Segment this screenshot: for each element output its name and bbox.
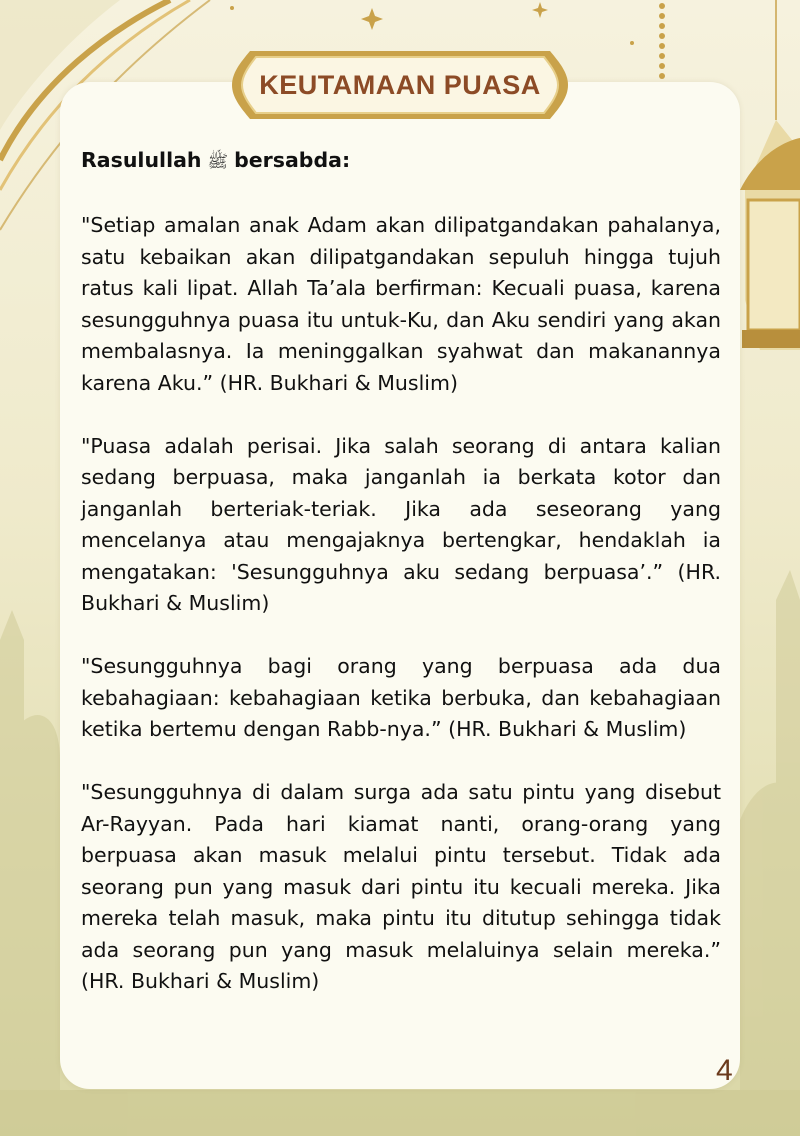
hadith-heading xyxy=(81,145,721,179)
hadith-paragraph: "Setiap amalan anak Adam akan dilipatgandakan pahalanya, satu kebaikan akan dilipatgandakan sepuluh hingga tujuh ratus kali lipat. Allah Ta’ala berfirman: Kecuali puasa, karena sesungguhnya puasa itu untuk-Ku, dan Aku sendiri yang akan membalasnya. Ia meninggalkan syahwat dan makanannya karena Aku.” (HR. Bukhari & Muslim) xyxy=(81,213,721,395)
hanging-lantern-icon xyxy=(740,120,800,350)
hadith-paragraph: "Sesungguhnya bagi orang yang berpuasa ada dua kebahagiaan: kebahagiaan ketika berbuka, dan kebahagiaan ketika bertemu dengan Rabb-nya.” (HR. Bukhari & Muslim) xyxy=(81,654,721,741)
heading-suffix: bersabda: xyxy=(234,148,351,172)
honorific-glyph: ﷺ xyxy=(207,152,229,172)
heading-text: Rasulullah xyxy=(81,148,202,172)
title-banner xyxy=(230,43,570,127)
hadith-content xyxy=(81,145,721,1029)
hadith-paragraph: "Sesungguhnya di dalam surga ada satu pintu yang disebut Ar-Rayyan. Pada hari kiamat nanti, orang-orang yang berpuasa akan masuk melalui pintu tersebut. Tidak ada seorang pun yang masuk dari pintu itu kecuali mereka. Jika mereka telah masuk, maka pintu itu ditutup sehingga tidak ada seorang pun yang masuk melaluinya selain mereka.” (HR. Bukhari & Muslim) xyxy=(81,780,721,993)
page-title: KEUTAMAAN PUASA xyxy=(259,69,541,100)
page-number: 4 xyxy=(716,1054,733,1087)
star-sparkle-icon xyxy=(230,2,634,45)
hadith-paragraph: "Puasa adalah perisai. Jika salah seorang di antara kalian sedang berpuasa, maka janganlah ia berkata kotor dan janganlah berteriak-teriak. Jika ada seseorang yang mencelanya atau mengajaknya bertengkar, hendaklah ia mengatakan: 'Sesungguhnya aku sedang berpuasa’.” (HR. Bukhari & Muslim) xyxy=(81,433,721,615)
